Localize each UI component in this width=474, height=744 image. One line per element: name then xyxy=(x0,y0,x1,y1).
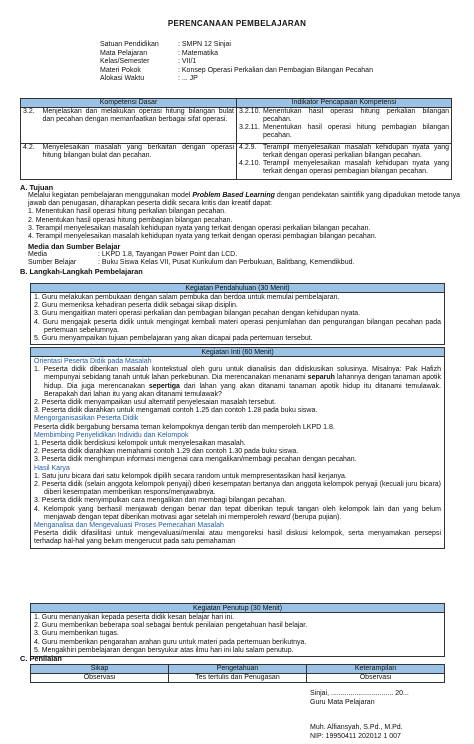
membimbing-item: 3. Peserta didik menghimpun informasi mengenai cara mengalikan/membagi pecahan dengan pecahan. xyxy=(34,456,357,464)
kd-text: Menjelaskan dan melakukan operasi hitung bilangan bulat dan pecahan dengan memanfaatkan berbagai sifat operasi. xyxy=(41,108,237,144)
media-row: Media : LKPD 1.8, Tayangan Power Point dan LCD. xyxy=(28,250,238,258)
kd-number: 4.2. xyxy=(21,144,41,180)
identity-row xyxy=(100,50,373,59)
penutup-header: Kegiatan Penutup (30 Menit) xyxy=(31,604,444,613)
identity-value: : VII/1 xyxy=(178,58,197,66)
identity-row xyxy=(100,75,373,84)
kegiatan-inti-box xyxy=(30,347,445,549)
indicator-text: Menentukan hasil operasi hitung perkalian bilangan pecahan. xyxy=(263,108,449,123)
tujuan-intro: Melalui kegiatan pembelajaran menggunakan model Problem Based Learning dengan pendekatan saintifik yang dipadukan metode tanya jawab dan penugasan, diharapkan peserta didik secara kritis dan kreatif dapat: xyxy=(28,192,460,208)
penutup-item: 1. Guru menanyakan kepada peserta didik kesan belajar hari ini. xyxy=(34,614,235,621)
menganalisa-heading: Menganalisa dan Mengevaluasi Proses Pemecahan Masalah xyxy=(34,522,224,530)
hasil-item: 3. Peserta didik menyimpulkan cara mengalikan dan membagi bilangan pecahan. xyxy=(34,497,287,505)
hasil-item: 2. Peserta didik (selain anggota kelompok penyaji) diberi kesempatan bertanya dan anggota kelompok penyaji (kecuali juru bicara) diberi kesempatan memberikan respons/menjawabnya. xyxy=(34,481,441,497)
membimbing-item: 1. Peserta didik berdiskusi kelompok untuk menyelesaikan masalah. xyxy=(34,440,246,448)
media-heading: Media dan Sumber Belajar xyxy=(28,241,121,251)
indicator-cell xyxy=(237,108,452,144)
section-c-heading: C. Penilaian xyxy=(20,654,62,663)
identity-row xyxy=(100,58,373,67)
section-tujuan xyxy=(20,183,460,276)
penilaian-table xyxy=(30,664,445,683)
indicator-text: Menentukan hasil operasi hitung pembagian bilangan pecahan. xyxy=(263,124,449,139)
identity-key: Alokasi Waktu xyxy=(100,75,145,83)
menganalisa-text: Peserta didik difasilitasi untuk mengevaluasi/menilai atau mengoreksi hasil diskusi kelompok, serta menyamakan persepsi terhadap hal-hal yang belum mengerucut pada satu pemahaman xyxy=(34,530,441,546)
inti-header: Kegiatan Inti (60 Menit) xyxy=(31,348,444,357)
section-a-heading: A. Tujuan xyxy=(20,183,54,192)
indicator-number: 3.2.11. xyxy=(239,124,260,131)
hasil-item: 1. Satu juru bicara dari satu kelompok dipilih secara random untuk mempresentasikan hasil kerjanya. xyxy=(34,472,347,480)
pendahuluan-item: 2. Guru memeriksa kehadiran peserta didik sebagai sikap disiplin. xyxy=(34,302,238,310)
tujuan-list xyxy=(20,208,460,241)
hasil-karya-heading: Hasil Karya xyxy=(34,464,70,472)
identity-row xyxy=(100,67,373,76)
penutup-body xyxy=(31,613,444,656)
indicator-number: 4.2.10. xyxy=(239,160,261,167)
orientasi-item: 1. Peserta didik diberikan masalah kontekstual oleh guru untuk dianalisis dan didiskusikan solusinya. Misalnya: Pak Hafizh mempunyai sebidang tanah untuk lahan perkebunan. Dia merencanakan menanami separuh lahannya dengan tanaman apotik hidup. Dia juga merencanakan sepertiga dari lahan yang akan ditanami tanaman apotik hidup itu ditanami temulawak. Berapakah dari lahan itu yang akan ditanami temulawak? xyxy=(34,366,441,398)
pendahuluan-item: 1. Guru melakukan pembukaan dengan salam pembuka dan berdoa untuk memulai pembelajaran. xyxy=(34,294,340,301)
penilaian-col-header: Sikap xyxy=(31,665,169,674)
identity-key: Kelas/Semester xyxy=(100,58,150,66)
mengorganisasi-heading: Mengorganisasikan Peserta Didik xyxy=(34,415,139,423)
penilaian-cell: Tes tertulis dan Penugasan xyxy=(169,674,307,683)
inti-body xyxy=(31,357,444,548)
penutup-item: 3. Guru memberikan tugas. xyxy=(34,630,119,638)
penilaian-col-header: Keterampilan xyxy=(307,665,445,674)
penilaian-cell: Observasi xyxy=(31,674,169,683)
orientasi-item: 3. Peserta didik diarahkan untuk mengamati contoh 1.25 dan contoh 1.28 pada buku siswa. xyxy=(34,407,318,415)
identity-row xyxy=(100,41,373,50)
orientasi-item: 2. Peserta didik menyampaikan usul alternatif penyelesaian masalah tersebut. xyxy=(34,399,277,407)
tujuan-item: 4. Terampil menyelesaikan masalah kehidupan nyata yang terkait dengan operasi pembagian bilangan pecahan. xyxy=(28,233,377,241)
identity-key: Satuan Pendidikan xyxy=(100,41,159,48)
pendahuluan-header: Kegiatan Pendahuluan (30 Menit) xyxy=(31,284,444,293)
identity-value: : SMPN 12 Sinjai xyxy=(178,41,231,48)
signature-role: Guru Mata Pelajaran xyxy=(310,699,375,706)
kd-text: Menyelesaikan masalah yang berkaitan dengan operasi hitung bilangan bulat dan pecahan. xyxy=(41,144,237,180)
tujuan-item: 3. Terampil menyelesaikan masalah kehidupan nyata yang terkait dengan operasi perkalian bilangan pecahan. xyxy=(28,225,371,232)
tujuan-item: 1. Menentukan hasil operasi hitung perkalian bilangan pecahan. xyxy=(28,208,227,216)
signature-place: Sinjai, ................................ 20... xyxy=(310,690,409,697)
indicator-text: Terampil menyelesaikan masalah kehidupan nyata yang terkait dengan operasi perkalian bilangan pecahan. xyxy=(263,144,449,159)
competency-table xyxy=(20,98,452,180)
pendahuluan-item: 4. Guru mengajak peserta didik untuk mengingat kembali materi operasi penjumlahan dan pengurangan bilangan pecahan pada pertemuan sebelumnya. xyxy=(34,318,441,334)
identity-value: : Matematika xyxy=(178,49,219,57)
identity-value: : ... JP xyxy=(178,75,198,83)
page-title: PERENCANAAN PEMBELAJARAN xyxy=(167,19,307,28)
identity-key: Mata Pelajaran xyxy=(100,49,148,57)
penutup-item: 2. Guru memberikan beberapa soal sebagai bentuk penilaian pengetahuan hasil belajar. xyxy=(34,622,308,630)
section-penilaian xyxy=(20,654,460,663)
indicator-cell xyxy=(237,144,452,180)
kd-header: Kompetensi Dasar xyxy=(21,99,237,108)
indicator-text: Terampil menyelesaikan masalah kehidupan nyata yang terkait dengan operasi pembagian bilangan pecahan. xyxy=(263,160,449,175)
identity-table xyxy=(100,41,373,84)
pendahuluan-item: 3. Guru mengaitkan materi operasi perkalian dan pembagian bilangan pecahan dengan kehidupan nyata. xyxy=(34,310,361,318)
penilaian-col-header: Pengetahuan xyxy=(169,665,307,674)
indicator-number: 3.2.10. xyxy=(239,108,261,115)
pendahuluan-item: 5. Guru menyampaikan tujuan pembelajaran yang akan dicapai pada pertemuan tersebut. xyxy=(34,335,313,343)
sumber-row: Sumber Belajar : Buku Siswa Kelas VII, Pusat Kurikulum dan Perbukuan, Balitbang, Kemendikbud. xyxy=(28,258,355,266)
penutup-item: 4. Guru memberikan pengarahan arahan guru untuk materi pada pertemuan berikutnya. xyxy=(34,638,307,646)
kegiatan-pendahuluan-box xyxy=(30,283,445,345)
pendahuluan-body xyxy=(31,293,444,344)
kegiatan-penutup-box xyxy=(30,603,445,657)
signature-nip: NIP: 19950411 202012 1 007 xyxy=(310,733,401,740)
hasil-item: 4. Kelompok yang berhasil menjawab dengan benar dan tepat diberikan tepuk tangan oleh kelompok lain dan yang belum menjawab dengan tepat diberikan motivasi agar setelah ini memperoleh reward (berupa pujian). xyxy=(34,505,441,521)
identity-key: Materi Pokok xyxy=(100,66,141,74)
signature-name: Muh. Alfiansyah, S.Pd., M.Pd. xyxy=(310,724,403,731)
membimbing-item: 2. Peserta didik diarahkan memahami contoh 1.29 dan contoh 1.30 pada buku siswa. xyxy=(34,448,299,456)
indicator-number: 4.2.9. xyxy=(239,144,257,151)
mengorganisasi-text: Peserta didik bergabung bersama teman kelompoknya dengan tertib dan memperoleh LKPD 1.8. xyxy=(34,423,335,431)
tujuan-item: 2. Menentukan hasil operasi hitung pembagian bilangan pecahan. xyxy=(28,216,233,224)
indicator-header: Indikator Pencapaian Kompetensi xyxy=(237,99,452,108)
orientasi-heading: Orientasi Peserta Didik pada Masalah xyxy=(34,358,152,365)
penutup-item: 5. Mengakhiri pembelajaran dengan bersyukur atas ilmu hari ini lalu salam penutup. xyxy=(34,646,294,654)
section-b-heading: B. Langkah-Langkah Pembelajaran xyxy=(20,267,143,277)
membimbing-heading: Membimbing Penyelidikan Individu dan Kelompok xyxy=(34,431,189,439)
penilaian-cell: Observasi xyxy=(307,674,445,683)
kd-number: 3.2. xyxy=(21,108,41,144)
identity-value: : Konsep Operasi Perkalian dan Pembagian Bilangan Pecahan xyxy=(178,66,373,74)
